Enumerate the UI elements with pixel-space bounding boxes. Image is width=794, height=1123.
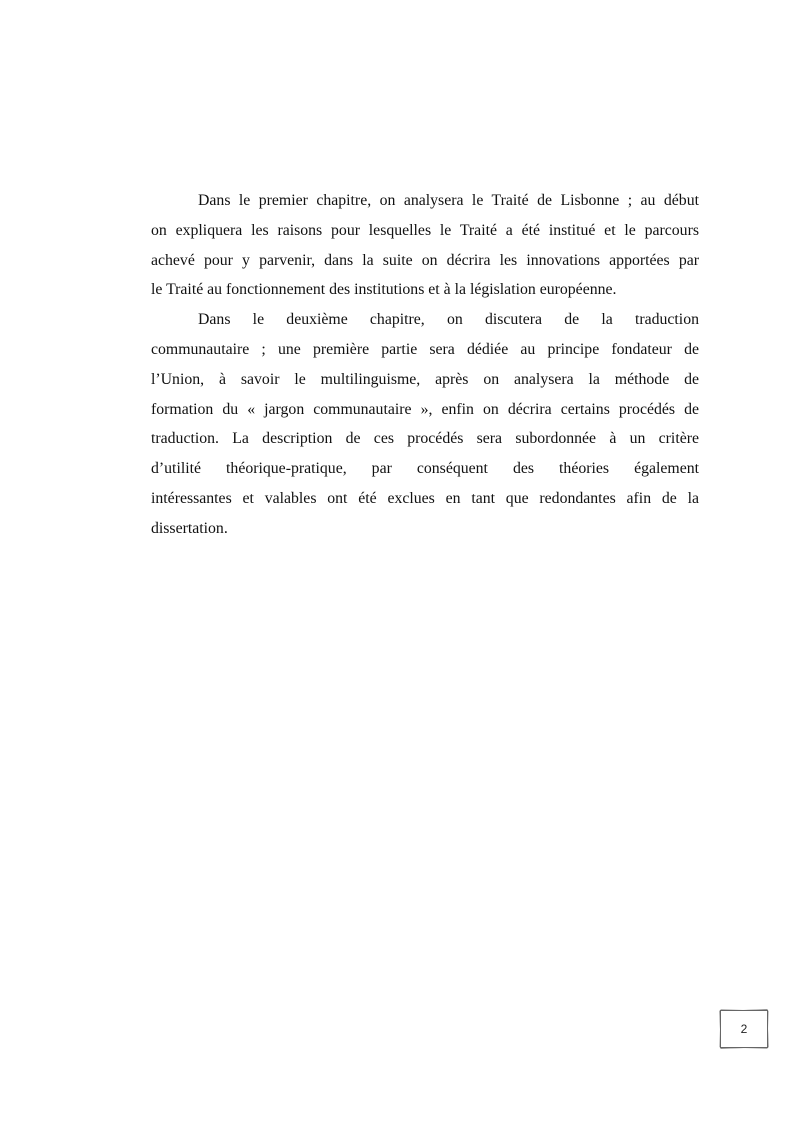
paragraph-line: on expliquera les raisons pour lesquelles le Traité a été institué et le parcours xyxy=(151,221,699,239)
paragraph-1 xyxy=(151,186,699,305)
page-number: 2 xyxy=(740,1022,748,1036)
paragraph-line: Dans le premier chapitre, on analysera le Traité de Lisbonne ; au début xyxy=(198,192,699,209)
paragraph-line: dissertation. xyxy=(151,519,228,537)
paragraph-line: d’utilité théorique-pratique, par conséquent des théories également xyxy=(151,460,699,478)
paragraph-line: le Traité au fonctionnement des institutions et à la législation européenne. xyxy=(151,281,617,299)
page-number-box xyxy=(720,1010,768,1048)
paragraph-line: communautaire ; une première partie sera dédiée au principe fondateur de xyxy=(151,340,699,358)
paragraph-line: formation du « jargon communautaire », enfin on décrira certains procédés de xyxy=(151,400,699,418)
paragraph-line: achevé pour y parvenir, dans la suite on décrira les innovations apportées par xyxy=(151,251,699,269)
paragraph-line: intéressantes et valables ont été exclues en tant que redondantes afin de la xyxy=(151,489,699,507)
paragraph-line: l’Union, à savoir le multilinguisme, après on analysera la méthode de xyxy=(151,370,699,388)
paragraph-2 xyxy=(151,305,699,543)
paragraph-line: traduction. La description de ces procédés sera subordonnée à un critère xyxy=(151,430,699,448)
body-text xyxy=(151,186,699,544)
paragraph-line: Dans le deuxième chapitre, on discutera de la traduction xyxy=(198,311,699,329)
